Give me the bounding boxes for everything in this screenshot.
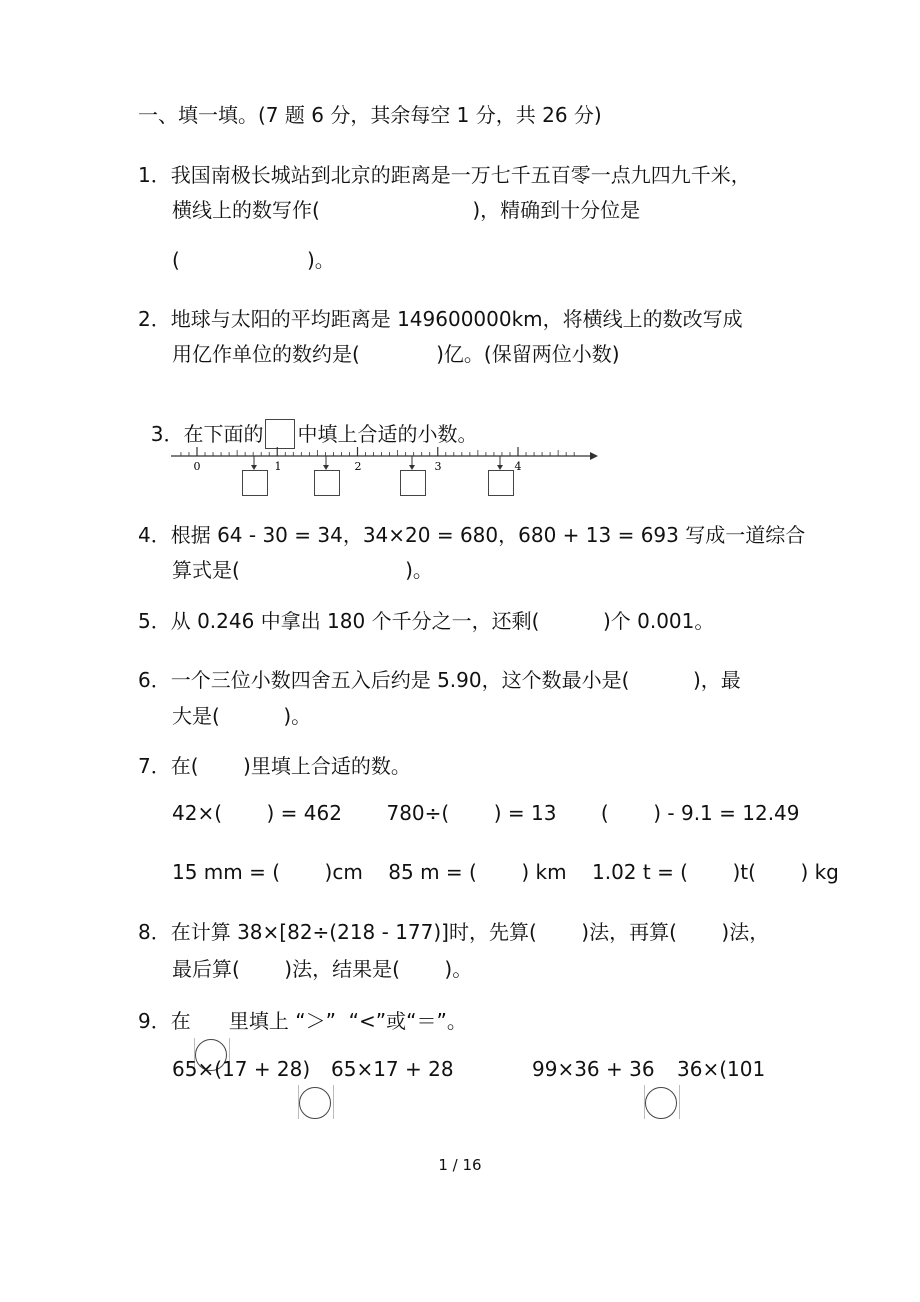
number-line-arrow (590, 452, 598, 460)
answer-box-2[interactable] (314, 470, 340, 496)
q3-text-after: 中填上合适的小数。 (297, 422, 478, 446)
q8-line1: 8．在计算 38×[82÷(218 - 177)]时，先算( )法，再算( )法， (138, 920, 770, 944)
q9-expr4: 36×(101 (677, 1057, 766, 1081)
q2-line2: 用亿作单位的数约是( )亿。(保留两位小数) (172, 342, 620, 366)
q2-line1: 2．地球与太阳的平均距离是 149600000km，将横线上的数改写成 (138, 307, 743, 331)
q9-expr2: 65×17 + 28 (331, 1057, 454, 1081)
q9-expr1: 65×(17 + 28) (172, 1057, 311, 1081)
q3-text-before: 3．在下面的 (150, 422, 264, 446)
number-line-pointers (251, 456, 503, 470)
q9-expr3: 99×36 + 36 (532, 1057, 655, 1081)
q7-row1: 42×( ) = 462 780÷( ) = 13 ( ) - 9.1 = 12.49 (172, 801, 800, 825)
compare-circle-2[interactable] (299, 1087, 331, 1119)
number-line (165, 436, 625, 476)
answer-box-3[interactable] (400, 470, 426, 496)
page-number: 1 / 16 (438, 1156, 482, 1174)
answer-box-4[interactable] (488, 470, 514, 496)
q4-line2: 算式是( )。 (172, 558, 433, 582)
q7-row2: 15 mm = ( )cm 85 m = ( ) km 1.02 t = ( )t( ) kg (172, 860, 839, 884)
q5-line1: 5．从 0.246 中拿出 180 个千分之一，还剩( )个 0.001。 (138, 609, 715, 633)
q9-line1: 9．在 里填上 “＞” “<”或“＝”。 (138, 1009, 467, 1033)
q1-line1: 1．我国南极长城站到北京的距离是一万七千五百零一点九四九千米， (138, 163, 751, 187)
section-title: 一、填一填。(7 题 6 分，其余每空 1 分，共 26 分) (138, 103, 602, 127)
q7-line1: 7．在( )里填上合适的数。 (138, 754, 411, 778)
number-line-ticks (181, 447, 574, 456)
ruler-label-4: 4 (514, 460, 522, 473)
ruler-label-0: 0 (193, 460, 201, 473)
q4-line1: 4．根据 64 - 30 = 34，34×20 = 680，680 + 13 = 693 写成一道综合 (138, 523, 806, 547)
ruler-label-1: 1 (274, 460, 282, 473)
compare-circle-3[interactable] (645, 1087, 677, 1119)
q1-line2: 横线上的数写作( )，精确到十分位是 (172, 198, 641, 222)
answer-box-1[interactable] (242, 470, 268, 496)
q6-line1: 6．一个三位小数四舍五入后约是 5.90，这个数最小是( )，最 (138, 668, 741, 692)
q8-line2: 最后算( )法，结果是( )。 (172, 957, 473, 981)
q1-line3: ( )。 (172, 248, 335, 272)
ruler-label-3: 3 (434, 460, 442, 473)
q6-line2: 大是( )。 (172, 704, 312, 728)
ruler-label-2: 2 (354, 460, 362, 473)
